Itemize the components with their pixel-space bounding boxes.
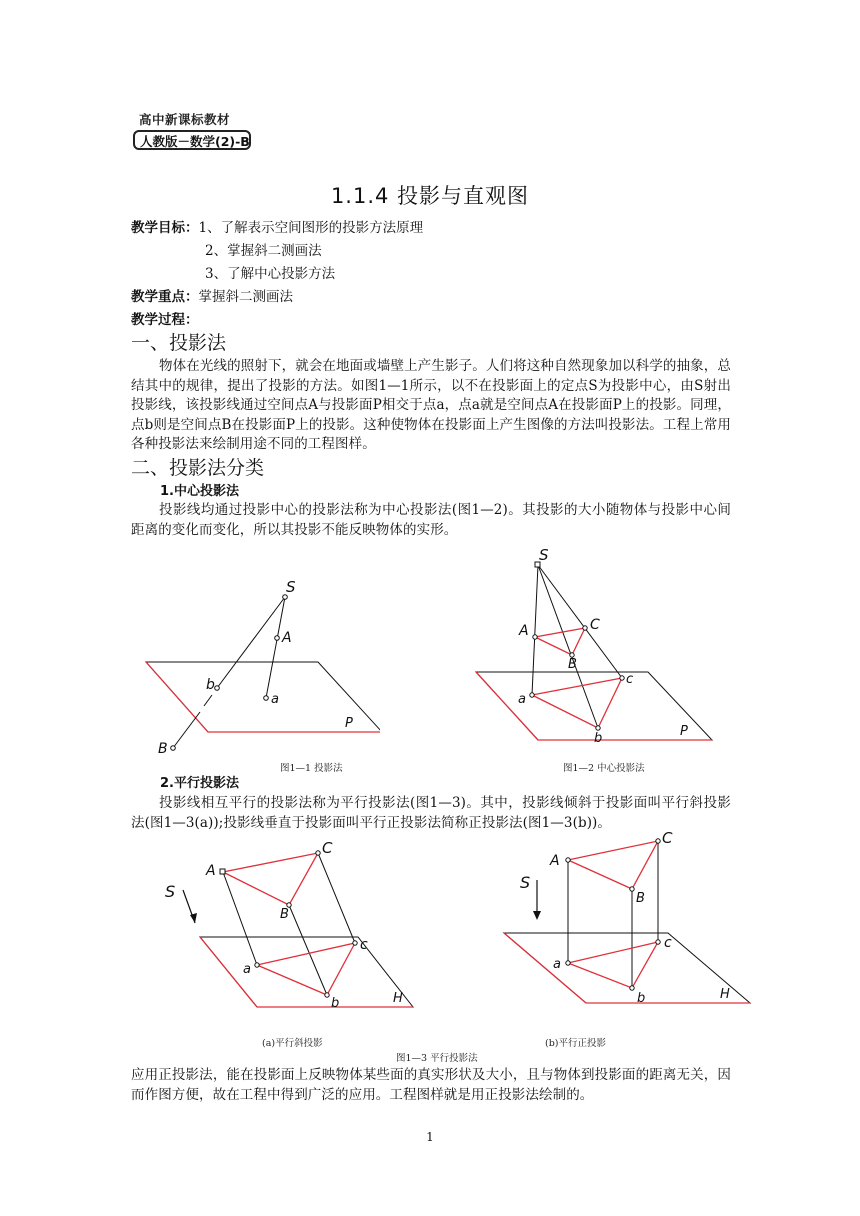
point-B — [171, 746, 176, 751]
label-B: B — [280, 907, 289, 922]
label-A: A — [550, 853, 560, 869]
plane-edge-red — [146, 662, 208, 732]
process-label: 教学过程： — [131, 312, 199, 328]
objectives-label: 教学目标： — [131, 220, 199, 236]
label-b: b — [206, 677, 215, 693]
label-P: P — [345, 716, 353, 731]
projection-plane-outline — [476, 672, 712, 740]
point-b — [215, 686, 220, 691]
figure-1-1-caption: 图1—1 投影法 — [280, 763, 343, 774]
label-H: H — [720, 987, 730, 1002]
label-B: B — [158, 741, 168, 757]
triangle-ABC — [535, 628, 585, 655]
label-a: a — [271, 692, 279, 707]
label-a: a — [243, 962, 251, 977]
label-A: A — [519, 623, 529, 639]
focus-line — [131, 287, 293, 307]
closing-paragraph: 应用正投影法，能在投影面上反映物体某些面的真实形状及大小，且与物体到投影面的距离无关，因而作图方便，故在工程中得到广泛的应用。工程图样就是用正投影法绘制的。 — [131, 1067, 731, 1103]
page-title: 1.1.4 投影与直观图 — [330, 184, 530, 208]
label-b: b — [637, 991, 646, 1006]
label-A: A — [206, 863, 216, 879]
badge-edition: 人教版－数学(2)-B — [133, 130, 251, 150]
page-number: 1 — [426, 1130, 434, 1144]
badge-top-text: 高中新课标教材 — [139, 112, 231, 127]
triangle-abc — [532, 678, 622, 728]
label-C: C — [322, 839, 333, 857]
section2-heading: 二、投影法分类 — [131, 457, 265, 479]
figure-1-3a-diagram — [155, 835, 415, 1015]
figure-1-1-diagram — [140, 570, 380, 760]
point-A — [275, 636, 280, 641]
sub2-paragraph: 投影线相互平行的投影法称为平行投影法(图1—3)。其中，投影线倾斜于投影面叫平行斜投影法(图1—3(a));投影线垂直于投影面叫平行正投影法简称正投影法(图1—3(b))。 — [131, 795, 731, 831]
objective-item: 2、掌握斜二测画法 — [205, 243, 322, 259]
textbook-badge — [133, 112, 258, 150]
figure-1-3-caption: 图1—3 平行投影法 — [396, 1053, 478, 1064]
label-S: S — [165, 882, 176, 901]
label-B: B — [568, 657, 577, 672]
label-a: a — [553, 957, 561, 972]
objectives-line-1 — [131, 218, 423, 238]
sub1-heading: 1.中心投影法 — [160, 484, 239, 499]
figure-1-2-diagram — [470, 545, 720, 750]
label-P: P — [680, 724, 688, 739]
label-c: c — [360, 937, 368, 953]
focus-label: 教学重点： — [131, 289, 199, 305]
point-a — [264, 696, 269, 701]
focus-text: 掌握斜二测画法 — [198, 289, 293, 305]
label-S: S — [520, 873, 531, 892]
section1-paragraph: 物体在光线的照射下，就会在地面或墙壁上产生影子。人们将这种自然现象加以科学的抽象，总结其中的规律，提出了投影的方法。如图1—1所示，以不在投影面上的定点S为投影中心，由S射出投影线，该投影线通过空间点A与投影面P相交于点a，点a就是空间点A在投影面P上的投影。同理，点b则是空间点B在投影面P上的投影。这种使物体在投影面上产生图像的方法叫投影法。工程上常用各种投影法来绘制用途不同的工程图样。 — [131, 358, 731, 452]
label-b: b — [594, 731, 603, 746]
sub1-paragraph: 投影线均通过投影中心的投影法称为中心投影法(图1—2)。其投影的大小随物体与投影中心间距离的变化而变化，所以其投影不能反映物体的实形。 — [131, 502, 731, 538]
section1-heading: 一、投影法 — [131, 332, 227, 354]
label-C: C — [662, 830, 673, 847]
label-c: c — [626, 672, 634, 687]
objective-item: 3、了解中心投影方法 — [205, 266, 336, 282]
label-b: b — [331, 996, 340, 1011]
figure-1-3b-diagram — [500, 830, 755, 1010]
label-S: S — [539, 546, 549, 564]
label-B: B — [636, 891, 645, 906]
label-S: S — [286, 578, 296, 596]
label-a: a — [518, 692, 526, 707]
label-A: A — [282, 630, 292, 646]
label-c: c — [664, 935, 672, 951]
label-C: C — [590, 617, 600, 633]
figure-1-3a-caption: (a)平行斜投影 — [262, 1038, 323, 1049]
objective-item: 1、了解表示空间图形的投影方法原理 — [198, 220, 424, 236]
label-H: H — [393, 991, 403, 1006]
sub2-heading: 2.平行投影法 — [160, 776, 239, 791]
figure-1-2-caption: 图1—2 中心投影法 — [563, 763, 645, 774]
figure-1-3b-caption: (b)平行正投影 — [545, 1038, 606, 1049]
